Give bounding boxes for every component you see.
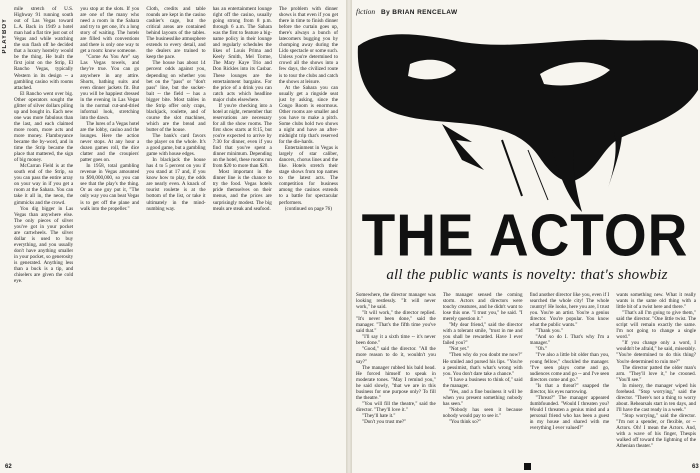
left-page — [0, 0, 346, 473]
paragraph: The lures of a Vegas hotel are the lobby, casino and the lounges. Here the action never stops. At any hour a dozen games roll, the dice clatter and the croupiers' patter goes on. — [80, 120, 140, 164]
paragraph: "I'll say it a sixth time -- it's never been done." — [356, 334, 436, 347]
paragraph: "Thank you." — [535, 328, 563, 335]
paragraph: "That's all I'm going to give them," said the director. "One little twist. The script will remain exactly the same. I'm not going to change a single word." — [616, 310, 696, 341]
paragraph: In misery, the manager wiped his forehead. "Stop worrying," said the director. "There's not a thing to worry about. Rehearsals start in ten days, and I'll have the cast ready in a week." — [616, 382, 696, 413]
text-column — [146, 6, 205, 459]
paragraph: "Is that a threat?" snapped the director, his eyes narrowing. — [529, 382, 610, 395]
paragraph: has an entertainment lounge right off the casino, usually going strong from 8 p.m. through 6 a.m. The Sahara was the first to feature a big-name policy in their lounge and regularly schedules the likes of Louis Prima and Keely Smith, Mel Torme, The Mary Kaye Trio and Don Rickles into its Casbar. These lounges are the entertainment bargains. For the price of a drink you can catch acts which headline major clubs elsewhere. — [212, 6, 272, 103]
paragraph: If you're checking into a hotel at night, remember that reservations are necessary for all the show rooms. The first show starts at 8:15, but you're expected to arrive by 7:30 for dinner, even if you find that you've spent a dinner minimum. Depending on the hotel, these rooms run from $20 to more than $20. — [212, 102, 272, 170]
paragraph: The house has about 14 percent odds against you, depending on whether you bet on the "pass" or "don't pass" line, but the sucker-bait -- the field -- has a bigger bite. Most tables in the Strip offer only craps, blackjack, roulette, and of course the slot machines, which are the bread and butter of the house. — [146, 60, 206, 133]
text-column — [279, 6, 338, 459]
theatrical-mask-illustration — [352, 20, 700, 216]
text-column — [14, 6, 73, 459]
page-number-left: 62 — [5, 464, 12, 470]
paragraph: "Then why do you doubt me now?" He smiled and pursed his lips. "You're a pessimist, that's what's wrong with you. You don't dare take a chance." — [442, 352, 523, 377]
paragraph: wants something new. What it really wants is the same old thing with a little bit of a twist here and there." — [616, 292, 696, 311]
mask-shape — [358, 34, 698, 181]
paragraph: In blackjack the house has 4 to 5 percent on you if you stand at 17 and, if you know how to play, the odds are nearly even. A knack of tourist roulette is at the bottom of the list, or take it ultimately in the mind-numbing way. — [146, 157, 206, 212]
paragraph: (continued on page 76) — [284, 205, 332, 212]
byline — [356, 7, 457, 16]
paragraph: "Don't you trust me?" — [362, 418, 407, 425]
paragraph: "If you change only a word, I wouldn't be afraid," he said, miserably. "You're determined to do this thing? You're determined to ruin me?" — [616, 340, 696, 365]
end-mark — [524, 463, 531, 470]
paragraph: "Not yet." — [448, 346, 470, 353]
page-number-right: 63 — [692, 464, 699, 470]
left-page-columns — [14, 6, 338, 459]
paragraph: The manager rubbed his bald head. He forced himself to speak in moderate tones. "May I remind you," he said slowly, "that we are in this business for one purpose only? To fill the theatre." — [356, 364, 436, 401]
section-label: fiction — [356, 7, 376, 16]
paragraph: McCarran Field is at the south end of the Strip, so you can pass the entire array on your way in if you get a room at the Sahara. You can take it all in, the neon, the gimmicks and the crowd. — [14, 163, 74, 206]
paragraph: you stop at the slots. If you are one of the many who need a room in the Sahara and try to get one, it's a long story of waiting. The hotels are filled with conventions and there is only one way to get a room: know someone. — [80, 6, 140, 55]
paragraph: At the Sahara you can usually get a ringside seat just by asking, since the Congo Room is enormous. Other rooms are smaller and you have to make a pitch. Some clubs hold two shows a night and have an after-midnight trip that's reserved for the die-hards. — [278, 84, 339, 146]
paragraph: In 1958, total gambling revenue in Vegas amounted to $90,000,000, so you can see that the play's the thing. Or as one guy put it, "The only way you can beat Vegas is to get off the plane and walk into the propeller." — [80, 163, 140, 212]
paragraph: "You think so?" — [448, 418, 481, 425]
author-byline: By BRIAN RENCELAW — [380, 9, 458, 16]
paragraph: "It will work," the director replied. "It's never been done," said the manager. "That's the fifth time you've said that." — [356, 310, 436, 335]
story-title: THE ACTOR — [361, 201, 689, 269]
paragraph: "Yes, and a fine business it will be when you present something nobody has seen." — [442, 388, 523, 407]
mask-line — [502, 140, 522, 196]
paragraph: The bank's card favors the player on the whole. It's a good game, but a gambling game with house edges. — [146, 132, 206, 158]
paragraph: Most important in the dinner line is the chance to try the food. Vegas hotels pride themselves on their menus, and the prices are surprisingly modest. The big meals are steak and seafood. — [212, 169, 272, 212]
right-page-columns — [356, 292, 696, 461]
text-column — [80, 6, 139, 459]
paragraph: "Come As You Are" say Las Vegas towels, and they're true. You can go anywhere in any attire. Shorts, bathing suits and even dinner jackets fit. But you will be happiest dressed in the evening in Las Vegas in the normal cut-and-dried informal look, stretching into the dawn. — [80, 54, 140, 121]
paragraph: The manager sensed the coming storm. Actors and directors were touchy creatures, and he didn't want to lose this one. "I trust you," he said. "I merely question it." — [442, 292, 523, 323]
paragraph: "Stop worrying," said the director. "I'm not a spender, or flexible, or -- Actors. Oh! I mean the Actors. And, with a wave of his finger, Thespis walked off toward the lightning of the Athenian theater." — [616, 412, 696, 450]
story-subtitle: all the public wants is novelty: that's showbiz — [386, 267, 668, 283]
text-column — [530, 292, 610, 461]
paragraph: "Oh." — [535, 346, 548, 353]
paragraph: "I have a business to think of," said the manager. — [442, 376, 523, 389]
paragraph: You dig bigger in Las Vegas than anywhere else. The only pieces of silver you've got in your pocket are cartwheels. The silver dollar is used to buy everything, and you usually don't have anything smaller in your pocket, so generosity is generated. Anything less than a buck is a tip, and chiselers are given the cold eye. — [14, 205, 74, 285]
magazine-side-label: PLAYBOY — [2, 18, 8, 54]
text-column — [356, 292, 436, 461]
text-column — [616, 292, 696, 461]
paragraph: "My dear friend," said the director with a tolerant smile, "trust in me and you shall be rewarded. Have I ever failed you?" — [442, 322, 523, 347]
paragraph: mile stretch of U.S. Highway 91 running south out of Las Vegas toward L.A. Back in 1949 a hotel man had a flat tire just out of Vegas and while watching the sun flash off he decided that a luxury hostelry would be the thing. He built the first joint on the Strip, El Rancho Vegas, typically Western in its design -- a gambling casino with rooms attached. — [14, 6, 74, 91]
paragraph: find another director like you, even if I searched the whole city! The whole country! He looks, here you are, I trust you. You're an artist. You're a genius director. You're popular. You know what the public wants." — [529, 292, 610, 329]
paragraph: "And so do I. That's why I'm a manager." — [529, 334, 610, 347]
paragraph: The problem with dinner shows is that even if you get there in time to finish dinner before the curtain goes up, there's always a bunch of latecomers bugging you by chomping away during the Lido spectacle or some such. Unless you're determined to crowd all the shows into a few days, the civilized route is to tour the clubs and catch the shows at leisure. — [278, 6, 339, 85]
paragraph: The director patted the older man's arm. "They'll love it," he crooned. "You'll see." — [616, 364, 696, 383]
paragraph: Entertainment in Vegas is largely of star caliber, dancers, chorus lines and the like. Hotels stretch their stage shows from top names to the latest acts. The competition for business among the casinos extends to a battle for spectacular performers. — [278, 145, 339, 206]
right-page — [352, 0, 700, 473]
paragraph: "Threat?" The manager appeared dumbfounded. "Would I threaten you? Would I threaten a genius mind and a personal friend who has been a guest in my house and shared with me everything I ever valued?" — [529, 394, 610, 432]
text-column — [443, 292, 523, 461]
paragraph: Cloth, credits and table rounds are kept in the casino cashier's cage, but the critical areas are contained behind layouts of the tables. The businesslike atmosphere extends to every detail, and the dealers are trained to keep the pace. — [146, 6, 206, 61]
paragraph: "Good," said the director. "All the more reason to do it, wouldn't you say?" — [356, 346, 436, 365]
paragraph: "You will fill the theatre," said the director. "They'll love it." — [356, 400, 436, 413]
paragraph: "They'll hate it." — [362, 412, 396, 419]
text-column — [213, 6, 272, 459]
mask-shard — [442, 124, 484, 170]
paragraph: El Rancho went over big. Other operators sought the glitter of silver dollars piling up and bought in. Each new one was more fabulous than the last, and each claimed more room, more acts and more money. Flamboyance became the by-word, and in time the Strip became the place that mattered, the sign of big money. — [14, 90, 74, 164]
paragraph: "I've also a little bit older than you, young fellow," chuckled the manager. "I've seen plays come and go, audiences come and go -- and I've seen directors come and go." — [529, 352, 610, 383]
paragraph: "Nobody has seen it because nobody would pay to see it." — [442, 406, 523, 419]
paragraph: Somewhere, the director manager was looking restlessly. "It will never work," he said. — [356, 292, 436, 311]
